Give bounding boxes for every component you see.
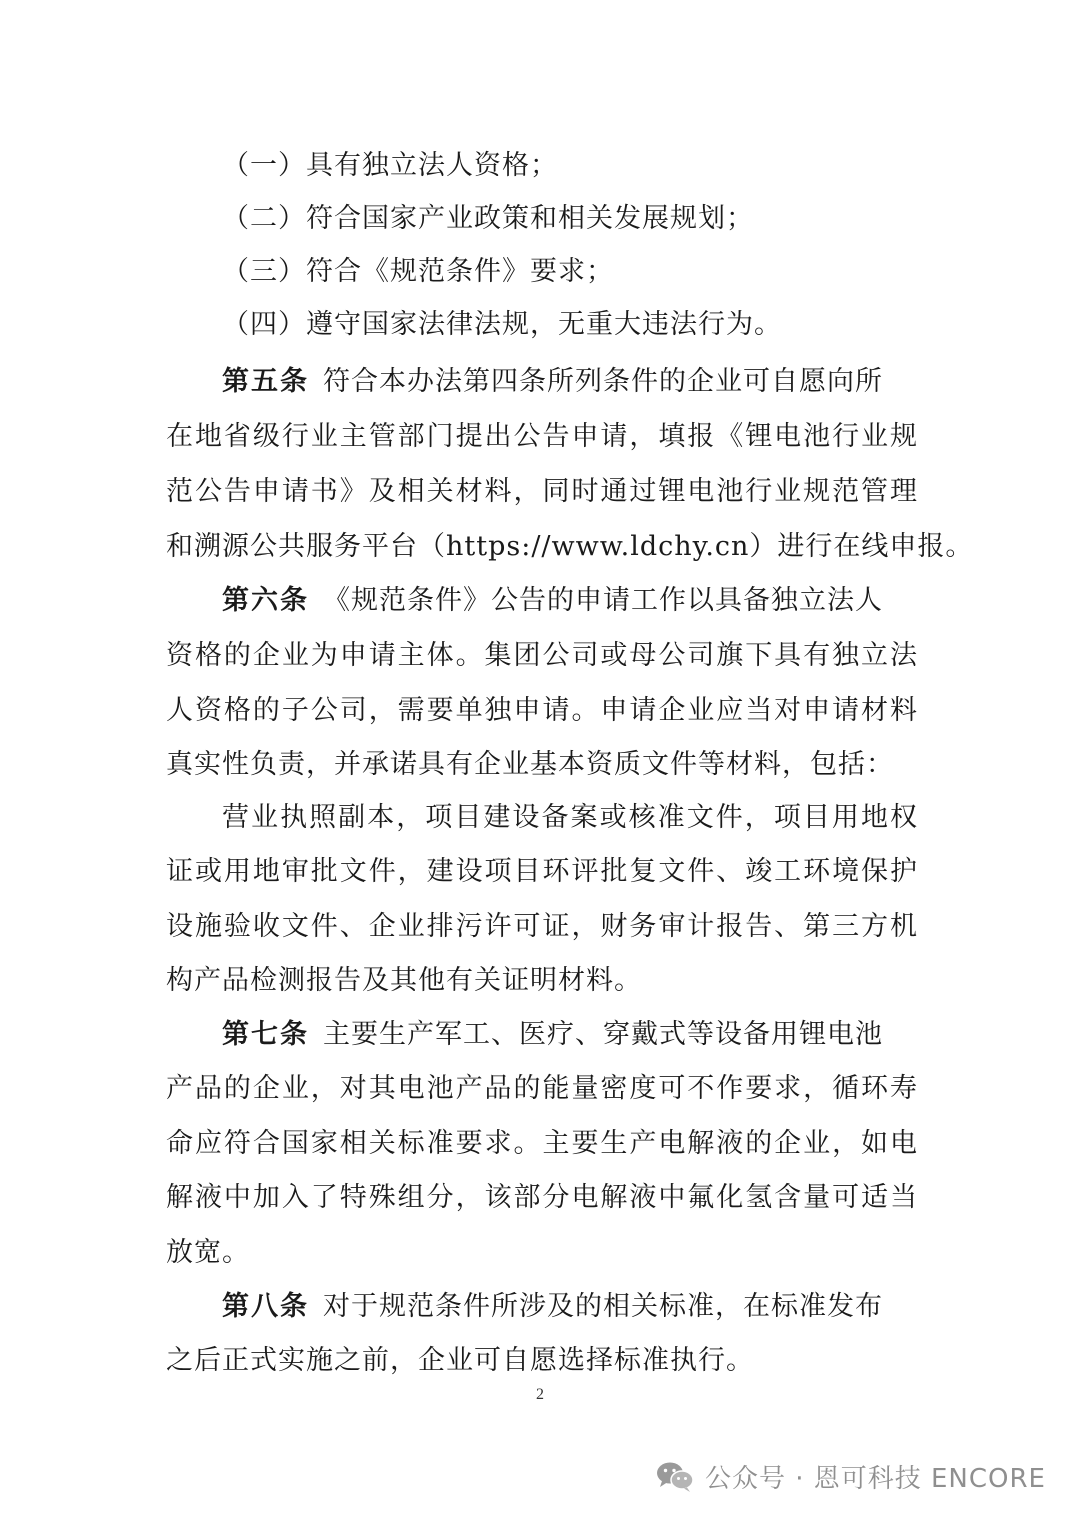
- paragraph-line: 构产品检测报告及其他有关证明材料。: [166, 965, 642, 996]
- page-number: 2: [536, 1386, 544, 1403]
- list-item: （三）符合《规范条件》要求；: [222, 256, 614, 287]
- paragraph-line: 和溯源公共服务平台（https://www.ldchy.cn）进行在线申报。: [166, 531, 974, 562]
- article-text: 《规范条件》公告的申请工作以具备独立法人: [323, 585, 883, 616]
- paragraph-line: 资格的企业为申请主体。集团公司或母公司旗下具有独立法: [166, 640, 918, 671]
- list-item: （一）具有独立法人资格；: [222, 150, 558, 181]
- paragraph-line: 在地省级行业主管部门提出公告申请，填报《锂电池行业规: [166, 421, 918, 452]
- list-item: （二）符合国家产业政策和相关发展规划；: [222, 203, 754, 234]
- article-text: 主要生产军工、医疗、穿戴式等设备用锂电池: [323, 1019, 883, 1050]
- article-first-line: [222, 1287, 883, 1327]
- list-item: （四）遵守国家法律法规，无重大违法行为。: [222, 309, 782, 340]
- watermark-text: 公众号 · 恩可科技 ENCORE: [704, 1464, 1046, 1494]
- paragraph-line: 之后正式实施之前，企业可自愿选择标准执行。: [166, 1345, 754, 1376]
- paragraph-line: 命应符合国家相关标准要求。主要生产电解液的企业，如电: [166, 1128, 918, 1159]
- article-text: 符合本办法第四条所列条件的企业可自愿向所: [323, 366, 883, 397]
- paragraph-line: 放宽。: [166, 1237, 250, 1268]
- article-heading: 第五条: [222, 366, 309, 397]
- article-heading: 第六条: [222, 585, 309, 616]
- paragraph-line: 解液中加入了特殊组分，该部分电解液中氟化氢含量可适当: [166, 1182, 918, 1213]
- article-heading: 第八条: [222, 1291, 309, 1322]
- article-first-line: [222, 581, 883, 621]
- paragraph-line: 证或用地审批文件，建设项目环评批复文件、竣工环境保护: [166, 856, 918, 887]
- paragraph-line: 设施验收文件、企业排污许可证，财务审计报告、第三方机: [166, 911, 918, 942]
- paragraph-line: 营业执照副本，项目建设备案或核准文件，项目用地权: [222, 802, 918, 833]
- article-first-line: [222, 1015, 883, 1055]
- paragraph-line: 真实性负责，并承诺具有企业基本资质文件等材料，包括：: [166, 749, 894, 780]
- article-first-line: [222, 362, 883, 402]
- paragraph-line: 产品的企业，对其电池产品的能量密度可不作要求，循环寿: [166, 1073, 918, 1104]
- paragraph-line: 人资格的子公司，需要单独申请。申请企业应当对申请材料: [166, 695, 918, 726]
- article-heading: 第七条: [222, 1019, 309, 1050]
- article-text: 对于规范条件所涉及的相关标准，在标准发布: [323, 1291, 883, 1322]
- watermark: [655, 1458, 1046, 1495]
- wechat-icon: [655, 1460, 695, 1494]
- paragraph-line: 范公告申请书》及相关材料，同时通过锂电池行业规范管理: [166, 476, 918, 507]
